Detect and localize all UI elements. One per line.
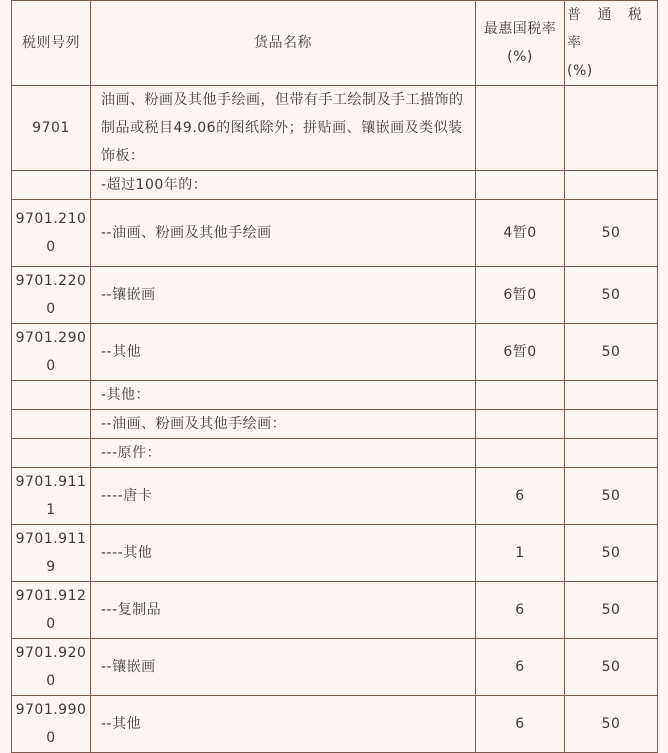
- row-code-text: 9701.2900: [15, 330, 87, 374]
- table-row: [12, 525, 658, 582]
- row-code: [12, 324, 91, 381]
- row-general-rate: 50: [565, 525, 658, 582]
- table-row: [12, 696, 658, 753]
- header-name: 货品名称: [91, 1, 476, 86]
- row-name: -超过100年的：: [91, 171, 476, 200]
- row-code: [12, 582, 91, 639]
- row-general-rate: 50: [565, 468, 658, 525]
- row-mfn-rate: [476, 86, 565, 171]
- header-general-rate-unit: (%): [567, 63, 593, 79]
- row-code: [12, 468, 91, 525]
- row-code: [12, 696, 91, 753]
- row-mfn-rate: 6: [476, 582, 565, 639]
- table-row: [12, 439, 658, 468]
- row-name: --镶嵌画: [91, 639, 476, 696]
- row-general-rate: 50: [565, 639, 658, 696]
- row-name: ----唐卡: [91, 468, 476, 525]
- header-mfn-rate-unit: (%): [507, 49, 533, 65]
- row-code: [12, 267, 91, 324]
- row-mfn-rate: 6暂0: [476, 324, 565, 381]
- row-code: [12, 381, 91, 410]
- row-general-rate: 50: [565, 267, 658, 324]
- row-code: [12, 200, 91, 267]
- row-mfn-rate: 4暂0: [476, 200, 565, 267]
- row-code: 9701: [12, 86, 91, 171]
- table-row: [12, 267, 658, 324]
- tariff-table: [11, 0, 658, 753]
- table-row: [12, 381, 658, 410]
- row-general-rate: 50: [565, 696, 658, 753]
- row-code-text: 9701.9119: [15, 531, 87, 575]
- row-general-rate: 50: [565, 324, 658, 381]
- row-mfn-rate: 1: [476, 525, 565, 582]
- table-row: [12, 200, 658, 267]
- row-code: [12, 525, 91, 582]
- row-name: ---复制品: [91, 582, 476, 639]
- row-name: -其他：: [91, 381, 476, 410]
- row-code: [12, 410, 91, 439]
- table-row: [12, 582, 658, 639]
- row-name: 油画、粉画及其他手绘画，但带有手工绘制及手工描饰的制品或税目49.06的图纸除外；拼贴画、镶嵌画及类似装饰板：: [91, 86, 476, 171]
- row-code: [12, 639, 91, 696]
- table-row: [12, 639, 658, 696]
- row-mfn-rate: [476, 171, 565, 200]
- table-row: [12, 410, 658, 439]
- row-general-rate: [565, 381, 658, 410]
- row-name: ----其他: [91, 525, 476, 582]
- row-mfn-rate: 6暂0: [476, 267, 565, 324]
- row-name: --镶嵌画: [91, 267, 476, 324]
- table-row: [12, 171, 658, 200]
- row-code: [12, 171, 91, 200]
- row-code-text: 9701.2200: [15, 273, 87, 317]
- row-name: ---原件：: [91, 439, 476, 468]
- row-general-rate: 50: [565, 582, 658, 639]
- row-mfn-rate: 6: [476, 639, 565, 696]
- row-code-text: 9701.2100: [15, 211, 87, 255]
- header-general-rate-label: 普 通 税 率: [567, 7, 648, 51]
- row-code-text: 9701.9111: [15, 474, 87, 518]
- row-name: --油画、粉画及其他手绘画: [91, 200, 476, 267]
- row-code: [12, 439, 91, 468]
- row-general-rate: [565, 171, 658, 200]
- row-mfn-rate: [476, 439, 565, 468]
- row-general-rate: 50: [565, 200, 658, 267]
- table-row: [12, 86, 658, 171]
- header-mfn-rate-label: 最惠国税率: [483, 21, 557, 37]
- row-general-rate: [565, 439, 658, 468]
- row-mfn-rate: [476, 410, 565, 439]
- row-code-text: 9701.9900: [15, 702, 87, 746]
- table-row: [12, 324, 658, 381]
- row-code-text: 9701.9200: [15, 645, 87, 689]
- row-name: --其他: [91, 696, 476, 753]
- row-general-rate: [565, 86, 658, 171]
- table-header-row: [12, 1, 658, 86]
- row-name: --其他: [91, 324, 476, 381]
- row-name: --油画、粉画及其他手绘画：: [91, 410, 476, 439]
- table-row: [12, 468, 658, 525]
- row-mfn-rate: 6: [476, 696, 565, 753]
- row-mfn-rate: 6: [476, 468, 565, 525]
- header-mfn-rate: [476, 1, 565, 86]
- header-general-rate: [565, 1, 658, 86]
- row-code-text: 9701.9120: [15, 588, 87, 632]
- row-general-rate: [565, 410, 658, 439]
- header-code: 税则号列: [12, 1, 91, 86]
- row-mfn-rate: [476, 381, 565, 410]
